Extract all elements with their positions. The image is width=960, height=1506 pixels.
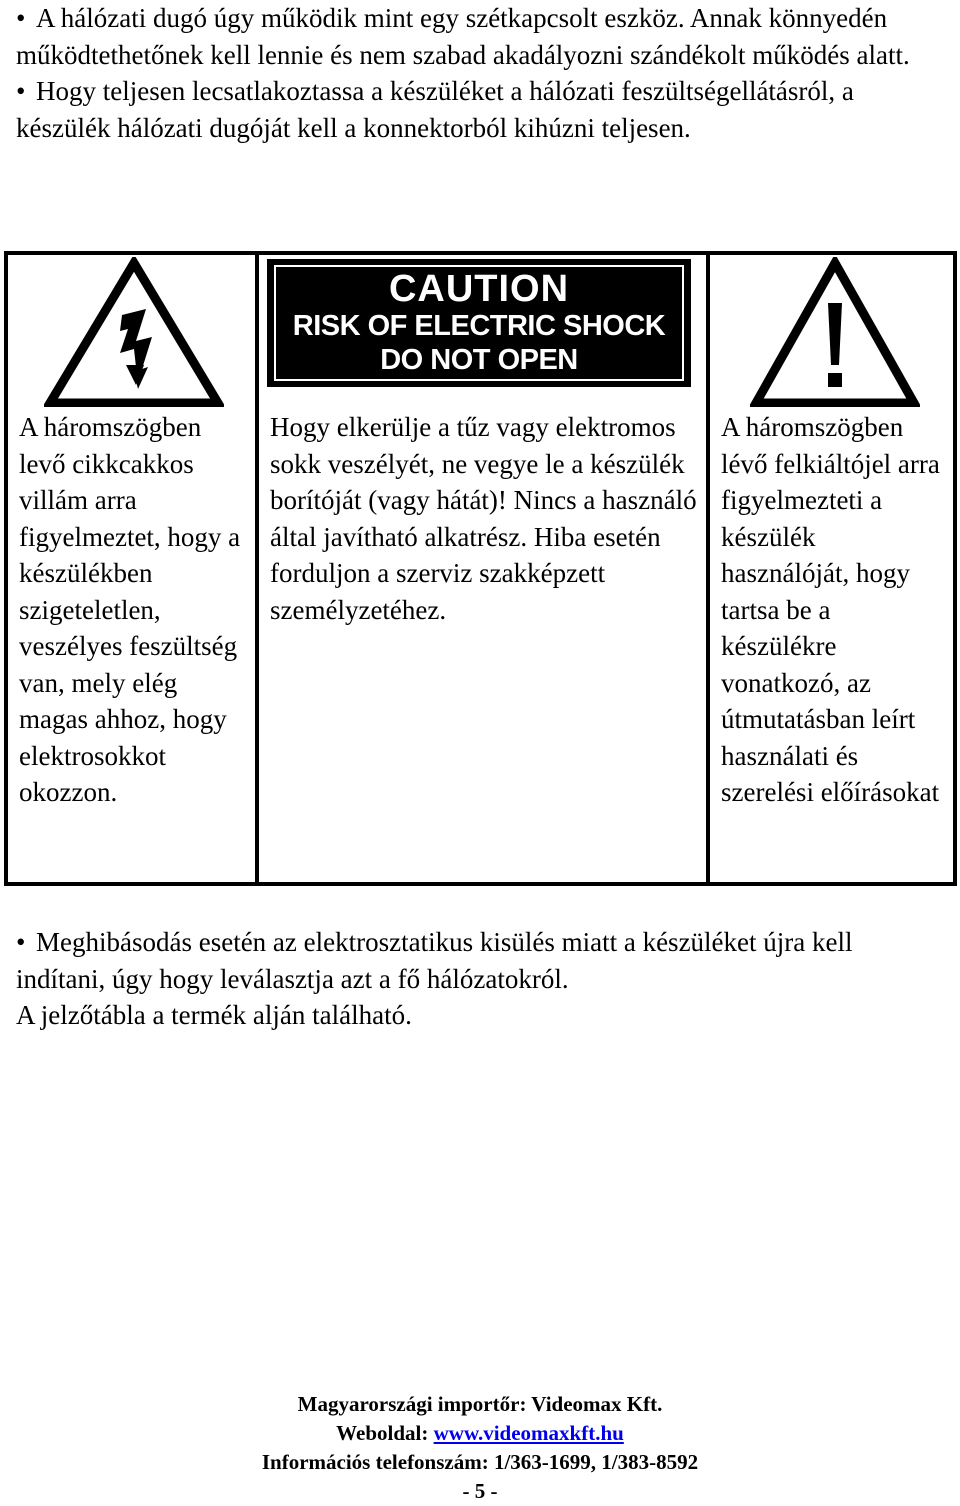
- caution-cell: [259, 255, 710, 882]
- exclamation-warning-cell: [710, 255, 953, 882]
- page-number: - 5 -: [462, 1479, 498, 1503]
- bullet-text: Meghibásodás esetén az elektrosztatikus kisülés miatt a készüléket újra kell indítani, úgy hogy leválasztja azt a fő hálózatokról.: [16, 927, 853, 994]
- top-bullet-list: [16, 0, 946, 146]
- bullet-marker: •: [16, 927, 26, 957]
- website-label: Weboldal:: [336, 1421, 434, 1445]
- exclamation-warning-text: A háromszögben lévő felkiáltójel arra figyelmezteti a készülék használóját, hogy tartsa be a készülékre vonatkozó, az útmutatásban leírt használati és szerelési előírásokat: [721, 412, 940, 807]
- page-footer: [0, 1390, 960, 1506]
- bullet-item: [16, 924, 946, 997]
- lightning-triangle-icon: [44, 257, 224, 412]
- lightning-warning-text: A háromszögben levő cikkcakkos villám arra figyelmeztet, hogy a készülékben szigeteletlen, veszélyes feszültség van, mely elég magas ahhoz, hogy elektrosokkot okozzon.: [19, 412, 241, 807]
- bullet-item: [16, 0, 946, 73]
- caution-text: Hogy elkerülje a tűz vagy elektromos sokk veszélyét, ne vegye le a készülék borítóját (vagy hátát)! Nincs a használó által javítható alkatrész. Hiba esetén forduljon a szerviz szakképzett személyzetéhez.: [270, 412, 697, 625]
- bullet-item: [16, 73, 946, 146]
- phone-line: Információs telefonszám: 1/363-1699, 1/383-8592: [261, 1450, 699, 1474]
- website-link[interactable]: www.videomaxkft.hu: [433, 1421, 624, 1445]
- website-line: [0, 1419, 960, 1448]
- exclamation-triangle-icon: [750, 257, 920, 412]
- bottom-bullet-list: [16, 924, 946, 1034]
- caution-line-1: RISK OF ELECTRIC SHOCK: [292, 310, 666, 342]
- bullet-text: A hálózati dugó úgy működik mint egy szétkapcsolt eszköz. Annak könnyedén működtethetőnek kell lennie és nem szabad akadályozni szándékolt működés alatt.: [16, 3, 910, 70]
- caution-title: CAUTION: [388, 268, 570, 310]
- lightning-warning-cell: [8, 255, 259, 882]
- bottom-note: A jelzőtábla a termék alján található.: [16, 1000, 412, 1030]
- caution-label-inner: [274, 265, 684, 381]
- importer-line: Magyarországi importőr: Videomax Kft.: [297, 1392, 663, 1416]
- bullet-marker: •: [16, 3, 26, 33]
- bullet-text: Hogy teljesen lecsatlakoztassa a készüléket a hálózati feszültségellátásról, a készülék hálózati dugóját kell a konnektorból kihúzni teljesen.: [16, 76, 854, 143]
- caution-label: [267, 259, 691, 387]
- bullet-marker: •: [16, 76, 26, 106]
- caution-line-2: DO NOT OPEN: [380, 344, 578, 376]
- warning-table: [4, 251, 957, 886]
